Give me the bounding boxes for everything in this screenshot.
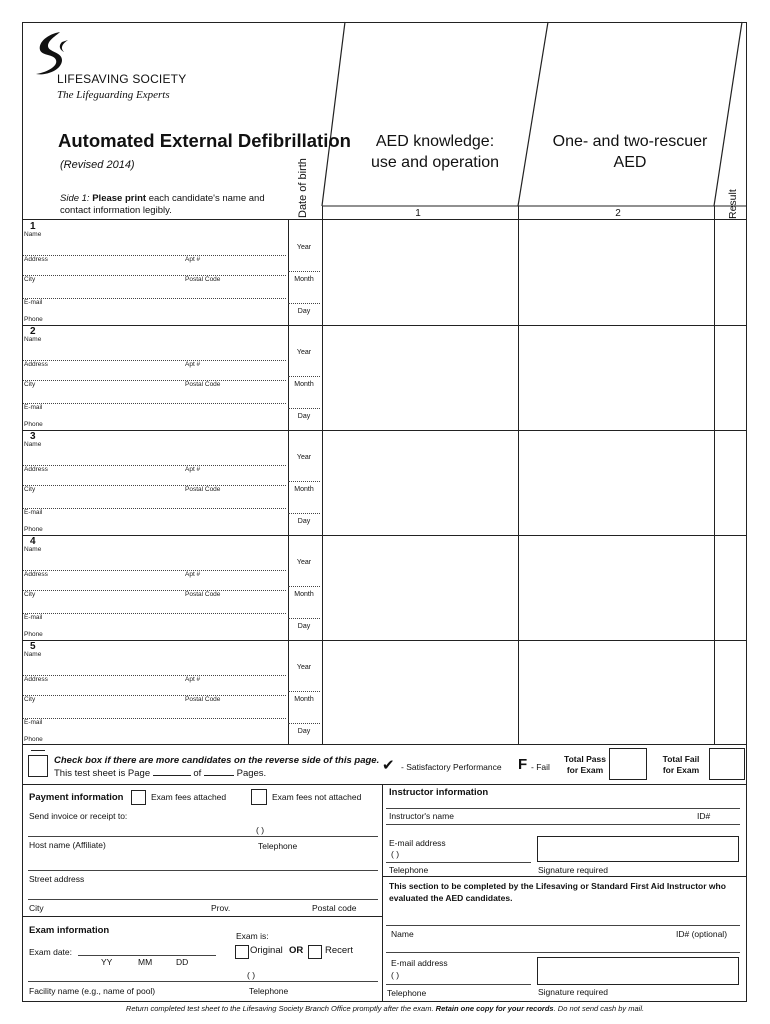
month-label: Month (294, 591, 314, 598)
evaluator-email-label: E-mail address (391, 958, 448, 968)
address-label: Address (24, 571, 48, 578)
instructor-divider (383, 876, 747, 877)
address-label: Address (24, 676, 48, 683)
total-pass-box[interactable] (609, 748, 647, 780)
result-cell[interactable] (714, 325, 747, 430)
score-cell[interactable] (518, 535, 714, 640)
city-label: City (24, 696, 36, 703)
fees-attached-label: Exam fees attached (151, 792, 227, 802)
email-line[interactable] (23, 508, 286, 509)
email-line[interactable] (23, 403, 286, 404)
score-cell[interactable] (518, 325, 714, 430)
facility-telephone-label: Telephone (249, 986, 289, 996)
name-label: Name (24, 231, 42, 238)
year-line[interactable] (288, 376, 320, 377)
score-cell[interactable] (322, 220, 518, 325)
month-line[interactable] (288, 618, 320, 619)
city-line[interactable] (23, 695, 286, 696)
apt-label: Apt # (185, 466, 201, 473)
phone-label: Phone (24, 421, 43, 428)
facility-label: Facility name (e.g., name of pool) (29, 986, 156, 996)
phone-label: Phone (24, 526, 43, 533)
candidate-block (23, 535, 320, 640)
city-label: City (24, 381, 36, 388)
prov-label: Prov. (211, 903, 231, 913)
year-label: Year (296, 244, 312, 251)
phone-label: Phone (24, 316, 43, 323)
instructor-signature-box[interactable] (537, 836, 739, 862)
evaluator-signature-box[interactable] (537, 957, 739, 985)
section-note: This section to be completed by the Lifesaving or Standard First Aid Instructor who evaluated the AED candidates. (389, 881, 726, 903)
city-label: City (24, 276, 36, 283)
evaluator-phone-parens: ( ) (391, 970, 400, 980)
score-cell[interactable] (518, 220, 714, 325)
month-label: Month (294, 381, 314, 388)
postal-label: Postal Code (185, 276, 221, 283)
month-label: Month (294, 696, 314, 703)
name-label: Name (24, 546, 42, 553)
name-label: Name (24, 651, 42, 658)
email-line[interactable] (23, 613, 286, 614)
score-cell[interactable] (322, 535, 518, 640)
day-label: Day (297, 728, 311, 735)
host-phone-parens: ( ) (256, 825, 265, 835)
month-line[interactable] (288, 303, 320, 304)
instructor-phone-line[interactable] (386, 862, 531, 863)
evaluator-phone-line[interactable] (386, 984, 531, 985)
dob-header: Date of birth (297, 158, 309, 218)
instructor-name-label: Instructor's name (389, 811, 454, 821)
instructor-email-label: E-mail address (389, 838, 446, 848)
instructor-id-line[interactable] (386, 824, 740, 825)
street-label: Street address (29, 874, 85, 884)
col-2-title: One- and two-rescuer AED (552, 133, 708, 171)
address-label: Address (24, 466, 48, 473)
fees-attached-checkbox[interactable] (131, 790, 146, 805)
recert-checkbox[interactable] (308, 945, 322, 959)
col-2-number: 2 (615, 208, 621, 219)
city-line[interactable] (23, 275, 286, 276)
day-label: Day (297, 308, 311, 315)
exam-heading: Exam information (29, 925, 110, 936)
result-cell[interactable] (714, 535, 747, 640)
exam-is-label: Exam is: (236, 931, 269, 941)
more-candidates-label: Check box if there are more candidates on the reverse side of this page. (54, 755, 380, 766)
year-line[interactable] (288, 691, 320, 692)
month-label: Month (294, 276, 314, 283)
send-invoice-label: Send invoice or receipt to: (29, 811, 128, 821)
apt-label: Apt # (185, 256, 201, 263)
candidate-block (23, 325, 320, 430)
year-line[interactable] (288, 586, 320, 587)
city-label: City (29, 903, 44, 913)
result-cell[interactable] (714, 220, 747, 325)
score-cell[interactable] (322, 325, 518, 430)
score-cell[interactable] (322, 430, 518, 535)
evaluator-id-label: ID# (optional) (676, 929, 728, 939)
fail-legend: - Fail (531, 762, 550, 772)
year-label: Year (296, 454, 312, 461)
result-cell[interactable] (714, 640, 747, 745)
exam-date-line[interactable] (78, 955, 216, 956)
mm-label: MM (138, 957, 153, 967)
email-line[interactable] (23, 718, 286, 719)
bottom-bar-line (22, 784, 747, 785)
address-label: Address (24, 256, 48, 263)
facility-line[interactable] (28, 981, 378, 982)
original-checkbox[interactable] (235, 945, 249, 959)
email-label: E-mail (24, 719, 43, 726)
original-label: Original (250, 945, 283, 956)
month-line[interactable] (288, 408, 320, 409)
email-label: E-mail (24, 299, 43, 306)
postal-label: Postal Code (185, 696, 221, 703)
city-line[interactable] (23, 485, 286, 486)
satisfactory-legend: - Satisfactory Performance (401, 762, 502, 772)
address-label: Address (24, 361, 48, 368)
name-label: Name (24, 441, 42, 448)
total-pass-label: Total Pass for Exam (564, 754, 606, 775)
host-telephone-label: Telephone (258, 841, 298, 851)
org-name: LIFESAVING SOCIETY (57, 72, 187, 86)
candidate-number: 3 (30, 431, 36, 442)
email-label: E-mail (24, 614, 43, 621)
address-line[interactable] (23, 255, 286, 256)
city-line[interactable] (28, 899, 378, 900)
result-header: Result (727, 189, 739, 219)
dd-label: DD (176, 957, 189, 967)
phone-label: Phone (24, 736, 43, 743)
candidate-block (23, 220, 320, 325)
grid-bottom (22, 744, 747, 745)
day-label: Day (297, 413, 311, 420)
lifesaving-logo-icon (30, 30, 74, 78)
org-tagline: The Lifeguarding Experts (57, 89, 170, 101)
apt-label: Apt # (185, 571, 201, 578)
fail-letter: F (518, 756, 528, 773)
total-fail-box[interactable] (709, 748, 745, 780)
more-candidates-checkbox[interactable] (28, 755, 48, 777)
fees-not-attached-checkbox[interactable] (251, 789, 267, 805)
apt-label: Apt # (185, 361, 201, 368)
address-line[interactable] (23, 360, 286, 361)
postal-label: Postal code (312, 903, 357, 913)
footer-note: Return completed test sheet to the Lifesaving Society Branch Office promptly after the exam. Retain one copy for your records. Do not send cash by mail. (125, 1004, 645, 1013)
page-count: This test sheet is Page of Pages. (54, 768, 267, 779)
year-label: Year (296, 559, 312, 566)
instructor-name-line[interactable] (386, 808, 740, 809)
evaluator-name-top-line (386, 925, 740, 926)
address-line[interactable] (23, 675, 286, 676)
score-cell[interactable] (322, 640, 518, 745)
email-label: E-mail (24, 404, 43, 411)
score-cell[interactable] (518, 640, 714, 745)
postal-label: Postal Code (185, 486, 221, 493)
city-line[interactable] (23, 590, 286, 591)
checkbox-lid (31, 750, 45, 751)
month-line[interactable] (288, 723, 320, 724)
form-title: Automated External Defibrillation (58, 130, 351, 151)
phone-label: Phone (24, 631, 43, 638)
month-line[interactable] (288, 513, 320, 514)
candidate-number: 2 (30, 326, 36, 337)
email-label: E-mail (24, 509, 43, 516)
address-line[interactable] (23, 465, 286, 466)
instructor-signature-label: Signature required (538, 865, 608, 875)
name-label: Name (24, 336, 42, 343)
city-line[interactable] (23, 380, 286, 381)
day-label: Day (297, 518, 311, 525)
checkmark-icon: ✔ (382, 757, 395, 774)
evaluator-signature-label: Signature required (538, 987, 608, 997)
year-label: Year (296, 664, 312, 671)
email-line[interactable] (23, 298, 286, 299)
payment-heading: Payment information (29, 792, 124, 803)
postal-label: Postal Code (185, 591, 221, 598)
host-name-label: Host name (Affiliate) (29, 840, 106, 850)
revised-date: (Revised 2014) (60, 159, 135, 171)
recert-label: Recert (325, 945, 353, 956)
instructor-telephone-label: Telephone (389, 865, 429, 875)
evaluator-name-label: Name (391, 929, 414, 939)
postal-label: Postal Code (185, 381, 221, 388)
host-name-line[interactable] (28, 836, 378, 837)
instructor-id-label: ID# (697, 811, 711, 821)
instructor-heading: Instructor information (389, 787, 489, 798)
candidate-number: 5 (30, 641, 36, 652)
day-label: Day (297, 623, 311, 630)
or-label: OR (289, 945, 304, 956)
exam-divider (22, 916, 383, 917)
col-1-number: 1 (415, 208, 421, 219)
address-line[interactable] (23, 570, 286, 571)
year-label: Year (296, 349, 312, 356)
facility-phone-parens: ( ) (247, 970, 256, 980)
evaluator-id-line[interactable] (386, 952, 740, 953)
col-1-title: AED knowledge: use and operation (370, 133, 500, 171)
street-line[interactable] (28, 870, 378, 871)
candidate-number: 4 (30, 536, 36, 547)
candidate-block (23, 430, 320, 535)
fees-not-attached-label: Exam fees not attached (272, 792, 362, 802)
month-label: Month (294, 486, 314, 493)
exam-date-label: Exam date: (29, 947, 72, 957)
apt-label: Apt # (185, 676, 201, 683)
score-cell[interactable] (518, 430, 714, 535)
instructor-phone-parens: ( ) (391, 849, 400, 859)
city-label: City (24, 486, 36, 493)
candidate-number: 1 (30, 221, 36, 232)
yy-label: YY (101, 957, 113, 967)
evaluator-telephone-label: Telephone (387, 988, 427, 998)
city-label: City (24, 591, 36, 598)
total-fail-label: Total Fail for Exam (662, 754, 700, 775)
side-note: Side 1: Please print each candidate's name and contact information legibly. (60, 193, 265, 216)
year-line[interactable] (288, 271, 320, 272)
year-line[interactable] (288, 481, 320, 482)
result-cell[interactable] (714, 430, 747, 535)
candidate-block (23, 640, 320, 745)
lower-divider (382, 784, 383, 1002)
